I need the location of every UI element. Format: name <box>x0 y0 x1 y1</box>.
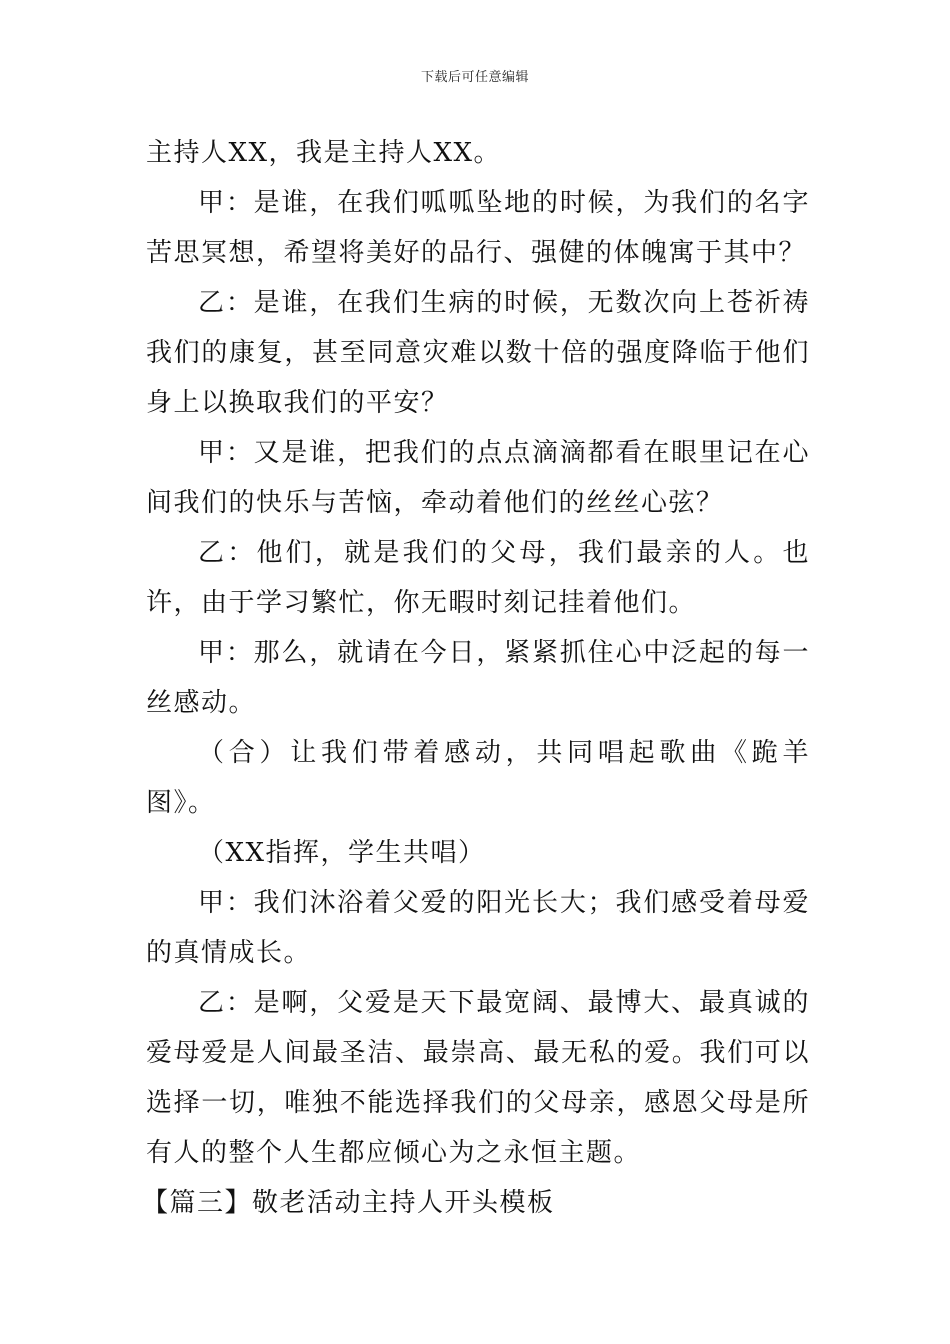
paragraph-yi-3: 乙：是啊，父爱是天下最宽阔、最博大、最真诚的爱母爱是人间最圣洁、最崇高、最无私的爱。我们可以选择一切，唯独不能选择我们的父母亲，感恩父母是所有人的整个人生都应倾心为之永恒主题。 <box>146 988 810 1168</box>
paragraph-together: （合）让我们带着感动，共同唱起歌曲《跪羊图》。 <box>146 738 810 818</box>
page-header-note: 下载后可任意编辑 <box>420 70 529 85</box>
paragraph-jia-2: 甲：又是谁，把我们的点点滴滴都看在眼里记在心间我们的快乐与苦恼，牵动着他们的丝丝心弦？ <box>146 438 810 518</box>
paragraph-yi-2: 乙：他们，就是我们的父母，我们最亲的人。也许，由于学习繁忙，你无暇时刻记挂着他们。 <box>146 538 810 618</box>
document-body <box>142 128 810 1228</box>
paragraph-stage-direction: （XX指挥，学生共唱） <box>198 838 486 868</box>
paragraph-jia-4: 甲：我们沐浴着父爱的阳光长大；我们感受着母爱的真情成长。 <box>146 888 810 968</box>
paragraph-host-intro: 主持人XX，我是主持人XX。 <box>146 138 502 168</box>
paragraph-jia-3: 甲：那么，就请在今日，紧紧抓住心中泛起的每一丝感动。 <box>146 638 810 718</box>
section-heading: 【篇三】敬老活动主持人开头模板 <box>142 1188 555 1218</box>
paragraph-jia-1: 甲：是谁，在我们呱呱坠地的时候，为我们的名字苦思冥想，希望将美好的品行、强健的体魄寓于其中？ <box>146 188 810 268</box>
paragraph-yi-1: 乙：是谁，在我们生病的时候，无数次向上苍祈祷我们的康复，甚至同意灾难以数十倍的强度降临于他们身上以换取我们的平安？ <box>146 288 810 418</box>
